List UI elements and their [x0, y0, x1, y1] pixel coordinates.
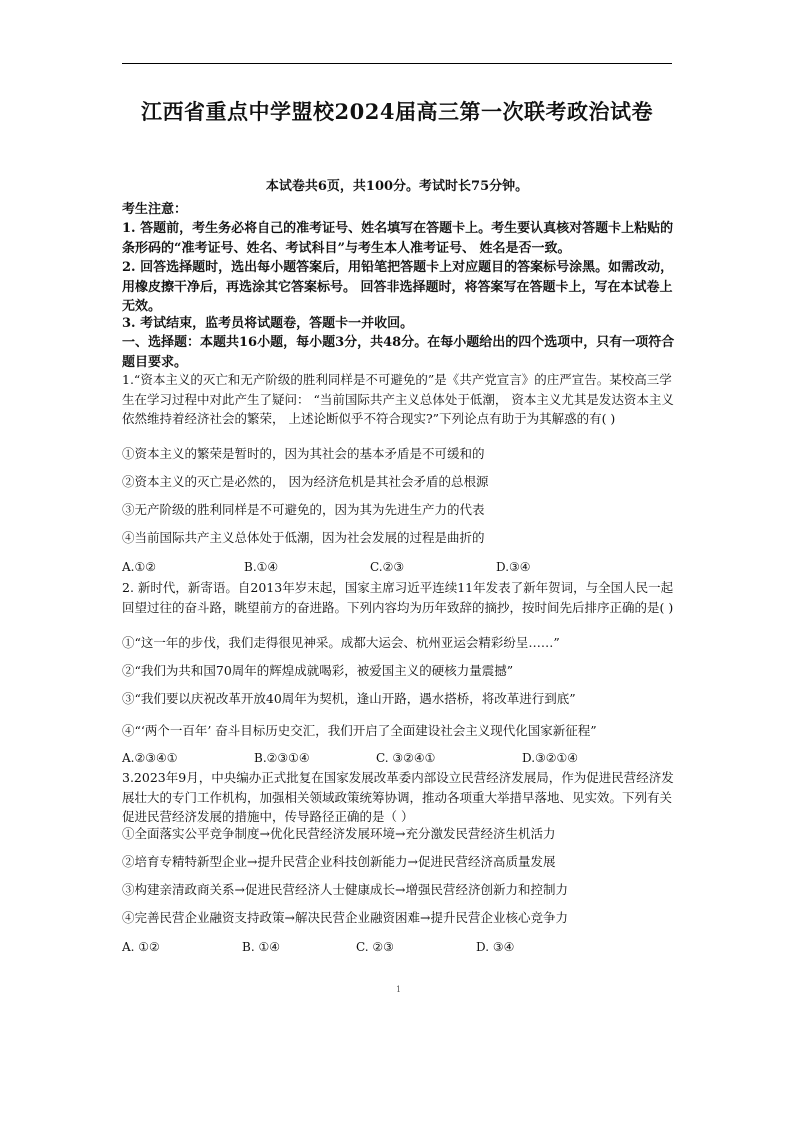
question-3-option-1: ①全面落实公平竞争制度→优化民营经济发展环境→充分激发民营经济生机活力 — [122, 826, 556, 841]
page-number: 1 — [396, 985, 402, 994]
question-1-choices — [122, 560, 675, 579]
question-3-choice-c: C. ②③ — [356, 940, 394, 954]
question-2-choice-c: C. ③②④① — [376, 751, 436, 765]
notice-item-1: 1. 答题前，考生务必将自己的准考证号、姓名填写在答题卡上。考生要认真核对答题卡上粘贴的条形码的“准考证号、姓名、考试科目”与考生本人准考证号、 姓名是否一致。 — [122, 221, 674, 256]
header-rule — [122, 63, 672, 64]
question-2-choice-a: A.②③④① — [122, 751, 178, 765]
section-heading: 一、选择题：本题共16小题，每小题3分，共48分。在每小题给出的四个选项中，只有一项符合题目要求。 — [122, 335, 675, 370]
question-2-option-1: ①“这一年的步伐，我们走得很见神采。成都大运会、杭州亚运会精彩纷呈……” — [122, 635, 560, 650]
page-title: 江西省重点中学盟校2024届高三第一次联考政治试卷 — [141, 99, 653, 124]
question-1-choice-a: A.①② — [122, 560, 156, 574]
question-3-stem: 3.2023年9月，中央编办正式批复在国家发展改革委内部设立民营经济发展局，作为促进民营经济发展壮大的专门工作机构，加强相关领域政策统筹协调，推动各项重大举措早落地、见实效。下列有关促进民营经济发展的措施中，传导路径正确的是（ ） — [122, 770, 674, 824]
notice-item-3: 3. 考试结束，监考员将试题卷，答题卡一并收回。 — [122, 316, 414, 331]
notice-heading: 考生注意： — [122, 202, 188, 217]
exam-info: 本试卷共6页，共100分。考试时长75分钟。 — [265, 179, 529, 194]
question-1-choice-c: C.②③ — [370, 560, 405, 574]
question-1-stem: 1.“资本主义的灭亡和无产阶级的胜利同样是不可避免的”是《共产党宣言》的庄严宣告。某校高三学生在学习过程中对此产生了疑问： “当前国际共产主义总体处于低潮， 资本主义尤其是发达资本主义依然维持着经济社会的繁荣， 上述论断似乎不符合现实?”下列论点有助于为其解惑的有( ) — [122, 372, 674, 426]
question-1-option-2: ②资本主义的灭亡是必然的， 因为经济危机是其社会矛盾的总根源 — [122, 474, 489, 489]
question-3-choices — [122, 940, 675, 959]
question-2-choice-d: D.③②①④ — [522, 751, 579, 765]
question-2-choice-b: B.②③①④ — [254, 751, 310, 765]
question-3-choice-b: B. ①④ — [242, 940, 280, 954]
question-3-option-3: ③构建亲清政商关系→促进民营经济人士健康成长→增强民营经济创新力和控制力 — [122, 882, 568, 897]
question-2-option-3: ③“我们要以庆祝改革开放40周年为契机，逢山开路，遇水搭桥，将改革进行到底” — [122, 691, 576, 706]
question-3-option-2: ②培育专精特新型企业→提升民营企业科技创新能力→促进民营经济高质量发展 — [122, 854, 556, 869]
question-1-choice-b: B.①④ — [244, 560, 279, 574]
question-1-option-1: ①资本主义的繁荣是暂时的，因为其社会的基本矛盾是不可缓和的 — [122, 446, 485, 461]
question-1-choice-d: D.③④ — [496, 560, 531, 574]
question-3-option-4: ④完善民营企业融资支持政策→解决民营企业融资困难→提升民营企业核心竞争力 — [122, 910, 568, 925]
notice-item-2: 2. 回答选择题时，选出每小题答案后，用铅笔把答题卡上对应题目的答案标号涂黑。如需改动，用橡皮擦干净后，再选涂其它答案标号。 回答非选择题时，将答案写在答题卡上，写在本试卷上无效。 — [122, 260, 674, 314]
question-2-option-2: ②“我们为共和国70周年的辉煌成就喝彩，被爱国主义的硬核力量震撼” — [122, 663, 514, 678]
question-2-option-4: ④“‘两个一百年’ 奋斗目标历史交汇，我们开启了全面建设社会主义现代化国家新征程” — [122, 723, 597, 738]
question-1-option-3: ③无产阶级的胜利同样是不可避免的，因为其为先进生产力的代表 — [122, 502, 485, 517]
question-3-choice-d: D. ③④ — [476, 940, 515, 954]
question-2-stem: 2. 新时代，新寄语。自2013年岁末起，国家主席习近平连续11年发表了新年贺词，与全国人民一起回望过往的奋斗路，眺望前方的奋进路。下列内容均为历年致辞的摘抄，按时间先后排序正确的是( ) — [122, 580, 674, 615]
question-3-choice-a: A. ①② — [122, 940, 160, 954]
question-1-option-4: ④当前国际共产主义总体处于低潮，因为社会发展的过程是曲折的 — [122, 530, 485, 545]
